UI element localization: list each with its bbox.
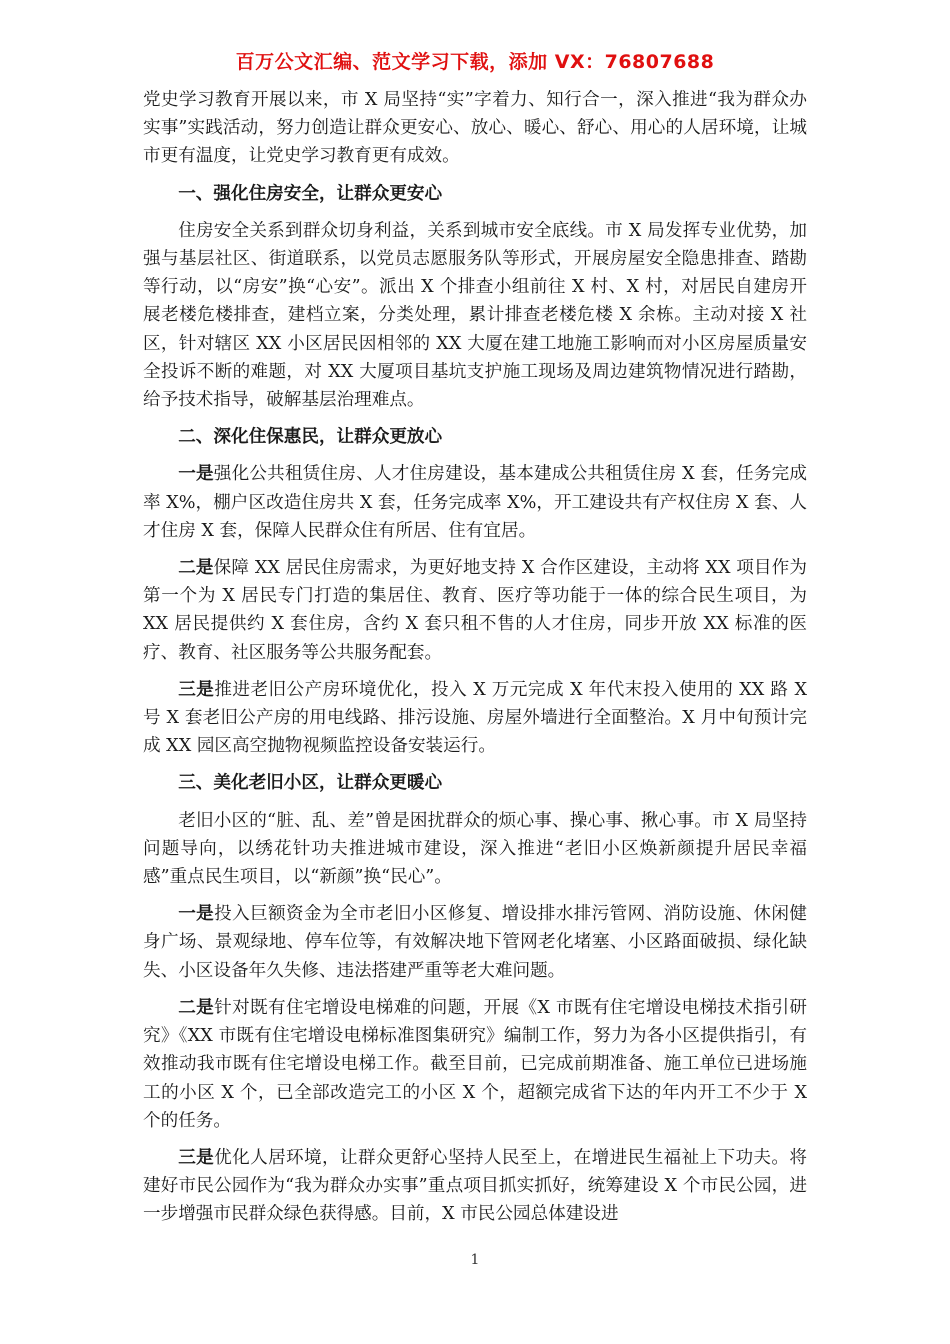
lead-marker: 一是	[178, 464, 214, 485]
paragraph-text: 投入巨额资金为全市老旧小区修复、增设排水排污管网、消防设施、休闲健身广场、景观绿地、停车位等，有效解决地下管网老化堵塞、小区路面破损、绿化缺失、小区设备年久失修、违法搭建严重等老大难问题。	[143, 904, 807, 981]
lead-marker: 一是	[178, 904, 215, 925]
section-2-paragraph-2	[143, 554, 807, 667]
section-heading-2: 二、深化住保惠民，让群众更放心	[178, 427, 443, 448]
lead-marker: 三是	[178, 1147, 215, 1168]
paragraph-text: 保障 XX 居民住房需求，为更好地支持 X 合作区建设，主动将 XX 项目作为第一个为 X 居民专门打造的集居住、教育、医疗等功能于一体的综合民生项目，为 XX 居民提供约 X 套住房，含约 X 套只租不售的人才住房，同步开放 XX 标准的医疗、教育、社区服务等公共服务配套。	[143, 558, 807, 663]
document-body	[143, 86, 807, 1229]
section-2-paragraph-3	[143, 676, 807, 761]
section-3-paragraph-1: 老旧小区的“脏、乱、差”曾是困扰群众的烦心事、操心事、揪心事。市 X 局坚持问题导向，以绣花针功夫推进城市建设，深入推进“老旧小区焕新颜提升居民幸福感”重点民生项目，以“新颜”换“民心”。	[143, 810, 807, 888]
paragraph-text: 推进老旧公产房环境优化，投入 X 万元完成 X 年代末投入使用的 XX 路 X 号 X 套老旧公产房的用电线路、排污设施、房屋外墙进行全面整治。X 月中旬预计完成 XX 园区高空抛物视频监控设备安装运行。	[143, 679, 807, 757]
section-heading-3: 三、美化老旧小区，让群众更暖心	[178, 773, 443, 794]
lead-marker: 二是	[178, 558, 214, 579]
paragraph-text: 强化公共租赁住房、人才住房建设，基本建成公共租赁住房 X 套，任务完成率 X%，棚户区改造住房共 X 套，任务完成率 X%，开工建设共有产权住房 X 套、人才住房 X 套，保障人民群众住有所居、住有宜居。	[143, 464, 807, 541]
section-3-paragraph-3	[143, 994, 807, 1135]
lead-marker: 二是	[178, 997, 215, 1018]
page-number: 1	[470, 1252, 480, 1268]
intro-paragraph: 党史学习教育开展以来，市 X 局坚持“实”字着力、知行合一，深入推进“我为群众办实事”实践活动，努力创造让群众更安心、放心、暖心、舒心、用心的人居环境，让城市更有温度，让党史学习教育更有成效。	[143, 90, 807, 167]
section-2-paragraph-1	[143, 460, 807, 545]
paragraph-text: 针对既有住宅增设电梯难的问题，开展《X 市既有住宅增设电梯技术指引研究》《XX 市既有住宅增设电梯标准图集研究》编制工作，努力为各小区提供指引，有效推动我市既有住宅增设电梯工作。截至目前，已完成前期准备、施工单位已进场施工的小区 X 个，已全部改造完工的小区 X 个，超额完成省下达的年内开工不少于 X 个的任务。	[143, 997, 807, 1131]
section-heading-1: 一、强化住房安全，让群众更安心	[178, 183, 443, 204]
section-3-paragraph-2	[143, 900, 807, 985]
section-1-paragraph-1: 住房安全关系到群众切身利益，关系到城市安全底线。市 X 局发挥专业优势，加强与基层社区、街道联系，以党员志愿服务队等形式，开展房屋安全隐患排查、踏勘等行动，以“房安”换“心安”。派出 X 个排查小组前往 X 村、X 村，对居民自建房开展老楼危楼排查，建档立案，分类处理，累计排查老楼危楼 X 余栋。主动对接 X 社区，针对辖区 XX 小区居民因相邻的 XX 大厦在建工地施工影响而对小区房屋质量安全投诉不断的难题，对 XX 大厦项目基坑支护施工现场及周边建筑物情况进行踏勘，给予技术指导，破解基层治理难点。	[143, 220, 807, 411]
watermark-header: 百万公文汇编、范文学习下载，添加 VX：76807688	[235, 51, 715, 73]
paragraph-text: 优化人居环境，让群众更舒心坚持人民至上，在增进民生福祉上下功夫。将建好市民公园作为“我为群众办实事”重点项目抓实抓好，统筹建设 X 个市民公园，进一步增强市民群众绿色获得感。目前，X 市民公园总体建设进	[143, 1147, 807, 1225]
section-3-paragraph-4	[143, 1144, 807, 1229]
lead-marker: 三是	[178, 679, 215, 700]
